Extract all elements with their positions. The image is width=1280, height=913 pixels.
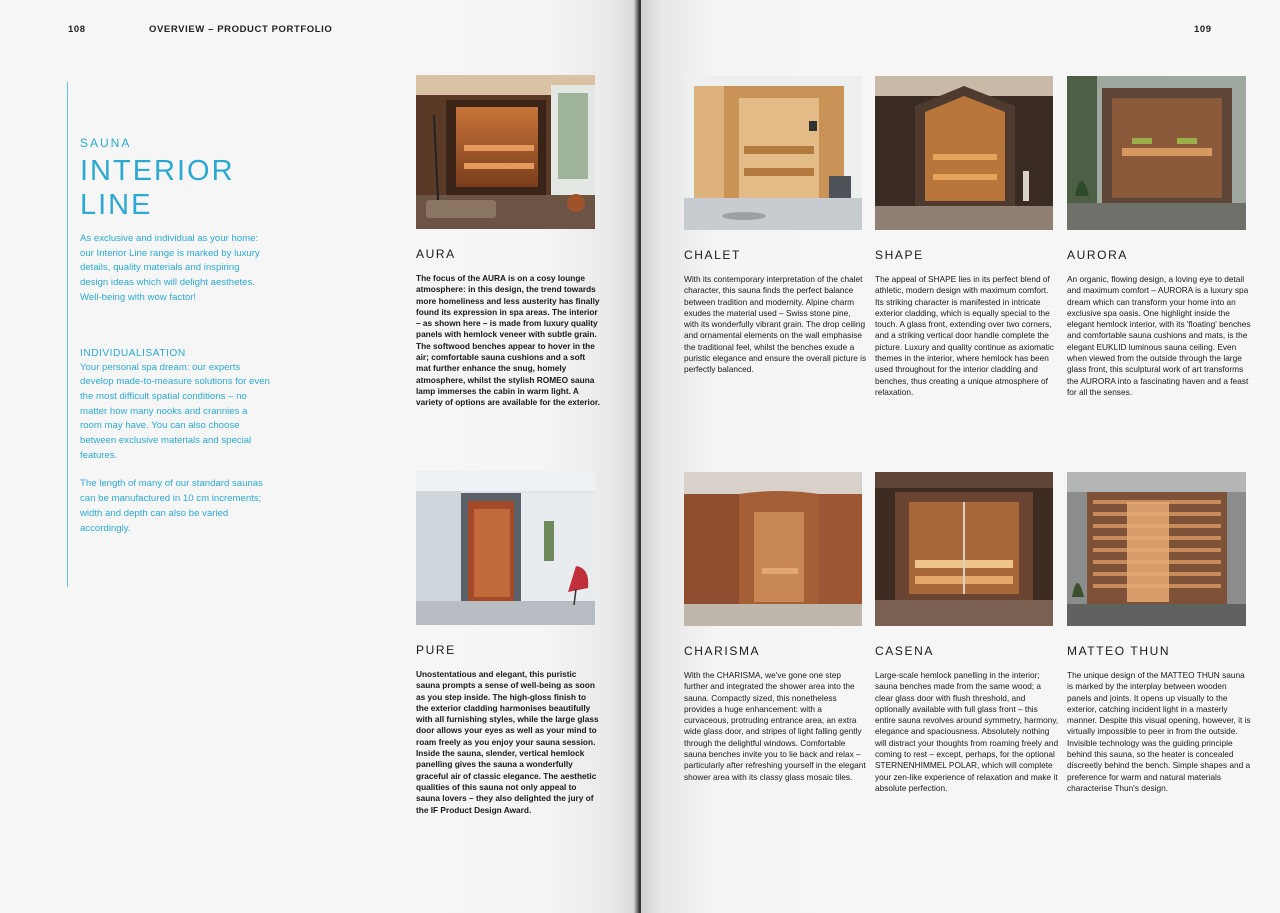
intro-lead: As exclusive and individual as your home: our Interior Line range is marked by luxury details, quality materials and inspiring design ideas which will delight aesthetes. Well-being with wow factor! [80, 233, 260, 303]
aura-photo [416, 75, 595, 229]
left-page [0, 0, 638, 913]
page-number-left: 108 [68, 24, 86, 35]
section-title-line2: LINE [80, 189, 153, 221]
chalet-photo [684, 76, 862, 230]
product-text-pure: Unostentatious and elegant, this puristic sauna prompts a sense of well-being as soon as you step inside. The high-gloss finish to the exterior cladding harmonises beautifully with all furnishing styles, while the large glass door allows your eyes as well as your mind to roam freely as you enjoy your sauna session. Inside the sauna, slender, vertical hemlock panelling gives the sauna a wonderfully graceful air of classic elegance. The aesthetic qualities of this sauna not only appeal to sauna lovers – they also delighted the jury of the IF Product Design Award. [416, 669, 599, 815]
page-number-right: 109 [1194, 24, 1212, 35]
product-title-casena: CASENA [875, 644, 934, 658]
matteo-thun-photo [1067, 472, 1246, 626]
section-title-line1: INTERIOR [80, 155, 235, 187]
right-page [641, 0, 1280, 913]
product-text-aura: The focus of the AURA is on a cosy lounge atmosphere: in this design, the trend towards more homeliness and less austerity has finally found its expression in spa areas. The interior – as shown here – is made from luxury quality panels with hemlock veneer with subtle grain. The softwood benches appear to hover in the air; comfortable sauna cushions and a soft mat further enhance the snug, homely atmosphere, whilst the stylish ROMEO sauna lamp immerses the cabin in warm light. A variety of options are available for the exterior. [416, 273, 600, 408]
running-header: OVERVIEW – PRODUCT PORTFOLIO [149, 24, 333, 35]
dimensions-paragraph: The length of many of our standard saunas can be manufactured in 10 cm increments; width and depth can also be varied accordingly. [80, 478, 263, 534]
aurora-photo [1067, 76, 1246, 230]
charisma-photo [684, 472, 862, 626]
accent-rule [67, 82, 68, 587]
product-text-chalet: With its contemporary interpretation of the chalet character, this sauna finds the perfect balance between tradition and modernity. Alpine charm exudes the material used – Swiss stone pine, with its wonderfully vibrant grain. The drop ceiling and ornamental elements on the wall emphasise the traditional feel, whilst the benches exude a puristic elegance and ensure the overall picture is perfectly balanced. [684, 274, 867, 375]
product-title-aura: AURA [416, 247, 456, 261]
pure-photo [416, 471, 595, 625]
product-title-pure: PURE [416, 643, 456, 657]
intro-block [80, 136, 270, 536]
individualisation-paragraph: Your personal spa dream: our experts develop made-to-measure solutions for even the most difficult spatial conditions – no matter how many nooks and crannies a room may have. You can also choose between exclusive materials and special features. [80, 361, 270, 461]
casena-photo [875, 472, 1053, 626]
product-title-aurora: AURORA [1067, 248, 1128, 262]
shape-photo [875, 76, 1053, 230]
product-title-charisma: CHARISMA [684, 644, 761, 658]
product-text-shape: The appeal of SHAPE lies in its perfect blend of athletic, modern design with maximum comfort. Its striking character is manifested in intricate exterior cladding, which is equally special to the touch. A glass front, extending over two corners, and a striking vertical door handle complete the picture. Luxury and quality continue as axiomatic themes in the interior, where hemlock has been used throughout for the interior cladding and benches, thus creating a unique atmosphere of relaxation. [875, 274, 1054, 397]
subheading-individualisation: INDIVIDUALISATION [80, 347, 186, 359]
section-title [80, 154, 270, 222]
product-title-matteo-thun: MATTEO THUN [1067, 644, 1171, 658]
product-title-chalet: CHALET [684, 248, 741, 262]
product-text-casena: Large-scale hemlock panelling in the interior; sauna benches made from the same wood; a clear glass door with flush threshold, and optionally available with full glass front – this entire sauna revolves around symmetry, harmony, elegance and spaciousness. Absolutely nothing will distract your thoughts from roaming freely and coming to rest – except, perhaps, for the optional STERNENHIMMEL POLAR, which will complete your zen-like experience of relaxation and make it absolute perfection. [875, 670, 1059, 793]
section-kicker: SAUNA [80, 136, 132, 150]
product-title-shape: SHAPE [875, 248, 924, 262]
product-text-aurora: An organic, flowing design, a loving eye to detail and maximum comfort – AURORA is a luxury spa dream which can transform your home into an exclusive spa oasis. One highlight inside the elegant hemlock interior, with its 'floating' benches and comfortable sauna cushions and mats, is the elegant EUKLID luminous sauna ceiling. Even when viewed from the outside through the large glass front, this sculptural work of art transforms the AURORA into a fascinating haven and a feast for all the senses. [1067, 274, 1251, 397]
product-text-charisma: With the CHARISMA, we've gone one step further and integrated the shower area into the sauna. Compactly sized, this nonetheless provides a huge enhancement: with a curvaceous, protruding entrance area, an extra wide glass door, and stripes of light falling gently through the delightful windows. Comfortable sauna benches invite you to lie back and relax – particularly after refreshing yourself in the elegant shower area with its classy glass mosaic tiles. [684, 670, 866, 782]
product-text-matteo-thun: The unique design of the MATTEO THUN sauna is marked by the interplay between wooden panels and joints. It opens up visually to the exterior, catching incident light in a masterly manner. Despite this visual opening, however, it is virtually impossible to peer in from the outside. Invisible technology was the guiding principle behind this sauna, so the heater is concealed discreetly behind the bench. Simple shapes and a preference for warm and natural materials characterise Thun's design. [1067, 670, 1251, 793]
